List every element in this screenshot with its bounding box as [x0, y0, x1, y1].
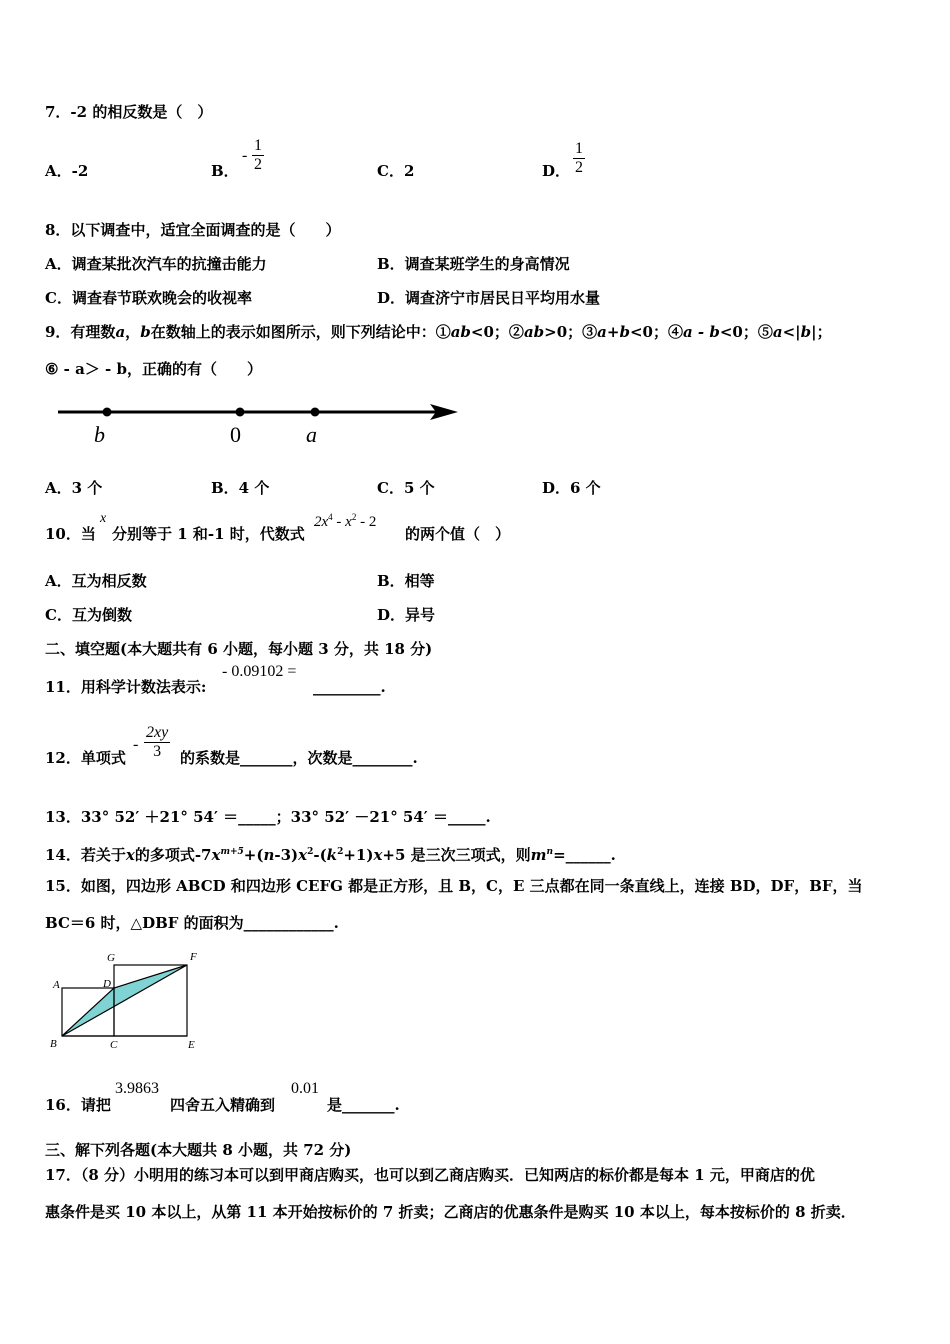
q8-option-a: A．调查某批次汽车的抗撞击能力 [45, 255, 267, 273]
label-d: D [103, 978, 111, 990]
q9-conclusion-3-expr: a+b [597, 323, 630, 341]
q15-figure [45, 948, 215, 1056]
q9-conclusion-4-rel: <0；⑤ [719, 323, 773, 341]
q12-denominator: 3 [153, 743, 162, 760]
q7-option-d-denominator: 2 [575, 159, 583, 176]
q10-expression [314, 512, 376, 531]
q8-option-d: D．调查济宁市居民日平均用水量 [377, 289, 601, 307]
q14-part-6: +1) [343, 846, 374, 864]
q9-option-a: A．3 个 [45, 479, 103, 497]
q14-part-4: -3) [274, 846, 299, 864]
q9-conclusion-4-expr: a - b [682, 323, 720, 341]
q14-var-x-3: x [298, 846, 308, 864]
point-zero-label: 0 [230, 422, 241, 447]
q8-stem: 8．以下调查中，适宜全面调查的是（ ） [45, 221, 341, 239]
triangle-dbf [62, 965, 187, 1036]
q9-comma: ， [125, 323, 141, 341]
q8-option-c: C．调查春节联欢晚会的收视率 [45, 289, 252, 307]
q16-stem: 16．请把 [45, 1096, 111, 1114]
q10-exp-4: 4 [328, 512, 333, 522]
q9-option-b: B．4 个 [211, 479, 270, 497]
q9-var-b: b [140, 323, 151, 341]
q17-line2: 惠条件是买 10 本以上，从第 11 本开始按标价的 7 折卖；乙商店的优惠条件是购买 10 本以上，每本按标价的 8 折卖． [45, 1203, 856, 1221]
q9-conclusion-2-expr: ab [523, 323, 545, 341]
q11-blank: _________. [313, 678, 386, 696]
q11-expression: - 0.09102 = [222, 663, 297, 680]
q9-conclusion-5-end: ； [816, 323, 832, 341]
q7-option-d-label: D． [542, 162, 571, 180]
label-c: C [110, 1039, 118, 1051]
q10-option-b: B．相等 [377, 572, 435, 590]
q7-option-b-numerator: 1 [254, 137, 262, 154]
q11-stem: 11．用科学计数法表示: [45, 678, 207, 696]
q9-conclusion-1-rel: <0；② [470, 323, 524, 341]
q9-number-line [50, 395, 470, 450]
q10-option-c: C．互为倒数 [45, 606, 132, 624]
q16-value: 3.9863 [115, 1080, 159, 1097]
q10-stem-prefix: 10．当 [45, 525, 96, 543]
label-f: F [190, 951, 197, 963]
q7-option-b-label: B． [211, 162, 239, 180]
q14-exp-m5: m+5 [220, 847, 244, 857]
q7-option-b-sign: - [242, 147, 248, 164]
q9-option-c: C．5 个 [377, 479, 435, 497]
q10-expr-minus-x: - x [332, 514, 352, 530]
q14-part-1: 14．若关于 [45, 846, 126, 864]
q7-option-c: C．2 [377, 162, 415, 180]
point-a-dot [311, 408, 320, 417]
q12-fraction [144, 724, 170, 761]
q15-line1: 15．如图，四边形 ABCD 和四边形 CEFG 都是正方形，且 B，C，E 三点都在同一条直线上，连接 BD，DF，BF，当 [45, 877, 863, 895]
q7-option-d-fraction [573, 140, 585, 177]
q9-stem-mid: 在数轴上的表示如图所示，则下列结论中：① [150, 323, 451, 341]
q15-line2: BC＝6 时，△DBF 的面积为____________. [45, 914, 339, 932]
q16-mid: 四舍五入精确到 [170, 1096, 276, 1114]
q14-part-7: +5 是三次三项式，则 [382, 846, 531, 864]
point-b-dot [103, 408, 112, 417]
point-a-label: a [306, 422, 317, 447]
point-b-label: b [94, 422, 105, 447]
q14-var-x-4: x [373, 846, 383, 864]
q12-numerator: 2xy [146, 724, 169, 741]
q14-part-3: +( [243, 846, 264, 864]
label-b: B [50, 1038, 57, 1050]
q9-stem-line2: ⑥ - a＞ - b，正确的有（ ） [45, 360, 262, 378]
q9-conclusion-5-expr: a<|b| [772, 323, 817, 341]
q7-option-b-denominator: 2 [254, 156, 262, 173]
label-e: E [188, 1039, 195, 1051]
q7-option-b-fraction [252, 137, 264, 174]
q9-stem-prefix: 9．有理数 [45, 323, 116, 341]
q14-var-x: x [125, 846, 135, 864]
q8-option-b: B．调查某班学生的身高情况 [377, 255, 570, 273]
q14-part-8: =______. [553, 846, 616, 864]
q16-end: 是_______. [327, 1096, 400, 1114]
q12-stem: 12．单项式 [45, 749, 126, 767]
point-zero-dot [236, 408, 245, 417]
q14-exp-2: 2 [307, 847, 314, 857]
q10-option-d: D．异号 [377, 606, 436, 624]
q14-var-k: k [326, 846, 338, 864]
q14-part-2: 的多项式-7 [134, 846, 212, 864]
q14-var-x-2: x [211, 846, 221, 864]
section-2-heading: 二、填空题(本大题共有 6 小题，每小题 3 分，共 18 分) [45, 640, 433, 658]
q14-var-n: n [263, 846, 275, 864]
q9-option-d: D．6 个 [542, 479, 601, 497]
q14-exp-n: n [546, 847, 554, 857]
label-a: A [53, 979, 60, 991]
q13-text: 13．33° 52′ ＋21° 54′ ＝_____；33° 52′ －21° 54′ ＝_____. [45, 808, 491, 826]
q10-stem-mid: 分别等于 1 和-1 时，代数式 [112, 525, 305, 543]
q14-text [45, 842, 616, 865]
section-3-heading: 三、解下列各题(本大题共 8 小题，共 72 分) [45, 1141, 352, 1159]
q14-var-m: m [530, 846, 547, 864]
q9-conclusion-1-expr: ab [450, 323, 471, 341]
q17-line1: 17．（8 分）小明用的练习本可以到甲商店购买，也可以到乙商店购买．已知两店的标价都是每本 1 元，甲商店的优 [45, 1166, 815, 1184]
q7-stem: 7．-2 的相反数是（ ） [45, 103, 213, 121]
q10-var-x: x [100, 511, 107, 526]
q9-var-a: a [115, 323, 126, 341]
q10-expr-2x: 2x [314, 514, 329, 530]
q10-stem-end: 的两个值（ ） [405, 525, 511, 543]
q12-sign: - [133, 736, 139, 753]
q14-part-5: -( [313, 846, 327, 864]
q7-option-a: A．-2 [45, 162, 89, 180]
q10-exp-2: 2 [351, 512, 357, 522]
q10-expr-minus-2: - 2 [356, 514, 377, 530]
q7-option-d-numerator: 1 [575, 140, 583, 157]
label-g: G [107, 952, 115, 964]
q9-conclusion-3-rel: <0；④ [629, 323, 683, 341]
q12-rest: 的系数是_______，次数是________. [180, 749, 418, 767]
q9-stem-line1 [45, 322, 832, 342]
q10-option-a: A．互为相反数 [45, 572, 147, 590]
q9-conclusion-2-rel: >0；③ [544, 323, 598, 341]
q14-exp-k2: 2 [337, 847, 344, 857]
q16-precision: 0.01 [291, 1080, 319, 1097]
